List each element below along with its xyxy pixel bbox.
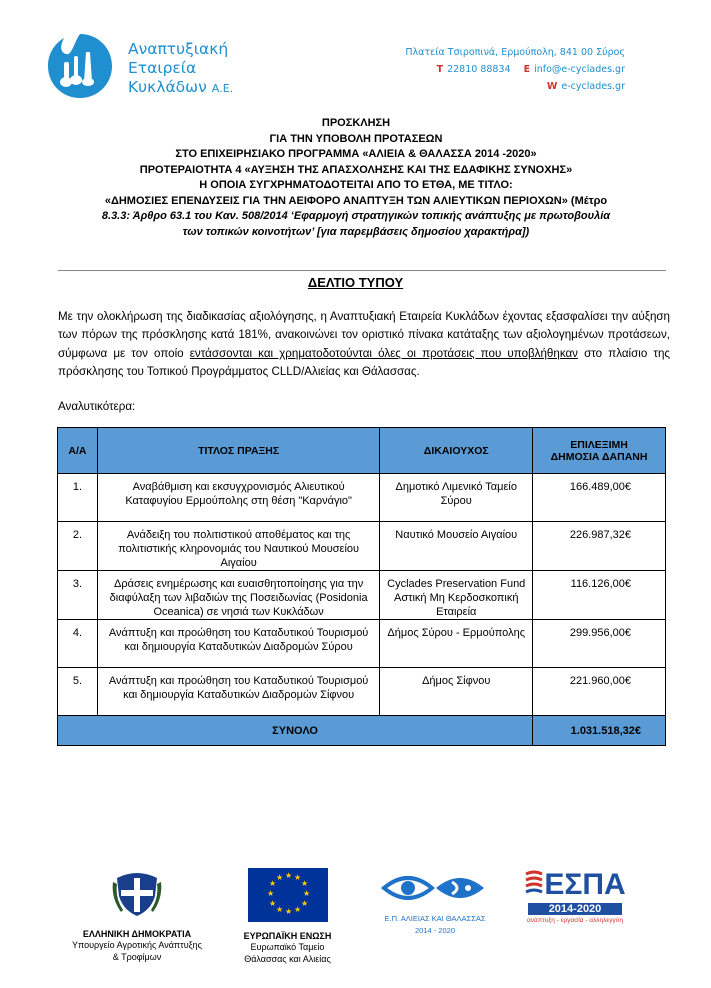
alieia-program-logo xyxy=(375,868,495,937)
cell-title: Ανάπτυξη και προώθηση του Καταδυτικού Τουρισμού και δημιουργία Καταδυτικών Διαδρομών Σύρου xyxy=(97,620,379,668)
fish-eye-logo-icon xyxy=(380,868,490,908)
cell-num: 2. xyxy=(58,522,98,571)
cell-num: 4. xyxy=(58,620,98,668)
svg-text:★: ★ xyxy=(293,905,301,914)
svg-text:★: ★ xyxy=(284,907,292,916)
phone-label: T xyxy=(436,64,444,75)
col-header-amount-line2: ΔΗΜΟΣΙΑ ΔΑΠΑΝΗ xyxy=(550,450,648,463)
email-link[interactable]: info@e-cyclades.gr xyxy=(534,64,625,75)
svg-text:★: ★ xyxy=(268,879,276,888)
eu-title: ΕΥΡΩΠΑΪΚΗ ΕΝΩΣΗ xyxy=(243,931,332,941)
company-name-suffix: Α.Ε. xyxy=(211,82,234,95)
cell-amount: 221.960,00€ xyxy=(533,668,666,716)
eu-sub2: Θάλασσας και Αλιείας xyxy=(244,954,331,964)
table-row xyxy=(58,522,666,571)
alieia-years: 2014 - 2020 xyxy=(414,926,456,935)
contact-address: Πλατεία Τσιροπινά, Ερμούπολη, 841 00 Σύρος xyxy=(405,47,625,58)
title-line3: ΣΤΟ ΕΠΙΧΕΙΡΗΣΙΑΚΟ ΠΡΟΓΡΑΜΜΑ «ΑΛΙΕΙΑ & ΘΑΛΑΣΣΑ 2014 -2020» xyxy=(175,148,537,160)
company-name-line1: Αναπτυξιακή xyxy=(128,40,229,58)
svg-text:★: ★ xyxy=(302,889,310,898)
col-header-amount xyxy=(533,428,666,474)
body-underlined: εντάσσονται και χρηματοδοτούνται όλες οι προτάσεις που υποβλήθηκαν xyxy=(189,346,578,360)
contact-web xyxy=(405,78,625,95)
total-label: ΣΥΝΟΛΟ xyxy=(58,716,533,746)
company-name-line2: Εταιρεία xyxy=(128,59,197,77)
svg-text:★: ★ xyxy=(293,873,301,882)
cell-title: Δράσεις ενημέρωσης και ευαισθητοποίησης για την διαφύλαξη των λιβαδιών της Ποσειδωνίας (Posidonia Oceanica) σε νησιά των Κυκλάδων xyxy=(97,571,379,620)
table-header-row xyxy=(58,428,666,474)
title-line5: Η ΟΠΟΙΑ ΣΥΓΧΡΗΜΑΤΟΔΟΤΕΙΤΑΙ ΑΠΟ ΤΟ ΕΤΘΑ, ΜΕ ΤΙΤΛΟ: xyxy=(199,179,513,191)
cell-num: 1. xyxy=(58,474,98,522)
cell-beneficiary: Ναυτικό Μουσείο Αιγαίου xyxy=(380,522,533,571)
title-line7: 8.3.3: Άρθρο 63.1 του Καν. 508/2014 ‘Εφαρμογή στρατηγικών τοπικής ανάπτυξης με πρωτοβουλία xyxy=(101,210,611,222)
cell-title: Ανάδειξη του πολιτιστικού αποθέματος και της πολιτιστικής κληρονομιάς του Ναυτικού Μουσείου Αιγαίου xyxy=(97,522,379,571)
greece-title: ΕΛΛΗΝΙΚΗ ΔΗΜΟΚΡΑΤΙΑ xyxy=(82,929,192,939)
press-body xyxy=(58,308,670,382)
col-header-title: ΤΙΤΛΟΣ ΠΡΑΞΗΣ xyxy=(97,428,379,474)
cell-amount: 116.126,00€ xyxy=(533,571,666,620)
company-logo-icon xyxy=(46,32,114,100)
cell-num: 5. xyxy=(58,668,98,716)
total-value: 1.031.518,32€ xyxy=(533,716,666,746)
alieia-caption: Ε.Π. ΑΛΙΕΙΑΣ ΚΑΙ ΘΑΛΑΣΣΑΣ xyxy=(384,914,486,923)
detail-label: Αναλυτικότερα: xyxy=(58,400,136,413)
espa-flag-stripes-icon xyxy=(524,870,544,900)
cell-amount: 226.987,32€ xyxy=(533,522,666,571)
table-row xyxy=(58,620,666,668)
title-line2: ΓΙΑ ΤΗΝ ΥΠΟΒΟΛΗ ΠΡΟΤΑΣΕΩΝ xyxy=(269,132,443,145)
svg-text:★: ★ xyxy=(268,899,276,908)
cell-beneficiary: Cyclades Preservation Fund Αστική Μη Κερδοσκοπική Εταιρεία xyxy=(380,571,533,620)
espa-title: ΕΣΠΑ xyxy=(544,868,626,901)
table-total-row xyxy=(58,716,666,746)
title-line4: ΠΡΟΤΕΡΑΙΟΤΗΤΑ 4 «ΑΥΞΗΣΗ ΤΗΣ ΑΠΑΣΧΟΛΗΣΗΣ ΚΑΙ ΤΗΣ ΕΔΑΦΙΚΗΣ ΣΥΝΟΧΗΣ» xyxy=(139,163,573,176)
cell-beneficiary: Δημοτικό Λιμενικό Ταμείο Σύρου xyxy=(380,474,533,522)
table-row xyxy=(58,474,666,522)
svg-text:★: ★ xyxy=(275,873,283,882)
contact-phone-email xyxy=(405,61,625,78)
col-header-amount-line1: ΕΠΙΛΕΞΙΜΗ xyxy=(570,438,628,451)
svg-text:★: ★ xyxy=(266,889,274,898)
body-part2: στο πλαίσιο της πρόσκλησης του Τοπικού Προγράμματος CLLD/Αλιείας και Θάλασσας. xyxy=(58,346,670,379)
eu-sub1: Ευρωπαϊκό Ταμείο xyxy=(250,942,325,952)
greek-republic-logo xyxy=(62,868,212,963)
email-label: E xyxy=(523,64,531,75)
company-name xyxy=(128,40,233,98)
table-row xyxy=(58,668,666,716)
col-header-beneficiary: ΔΙΚΑΙΟΥΧΟΣ xyxy=(380,428,533,474)
greece-sub2: & Τροφίμων xyxy=(112,952,162,962)
svg-text:★: ★ xyxy=(300,899,308,908)
greece-sub1: Υπουργείο Αγροτικής Ανάπτυξης xyxy=(72,940,202,950)
web-link[interactable]: e-cyclades.gr xyxy=(561,81,625,92)
table-row xyxy=(58,571,666,620)
cell-amount: 299.956,00€ xyxy=(533,620,666,668)
projects-table xyxy=(57,427,666,746)
eu-logo xyxy=(220,868,355,965)
title-line1: ΠΡΟΣΚΛΗΣΗ xyxy=(321,117,391,129)
company-logo xyxy=(46,32,246,102)
cell-title: Ανάπτυξη και προώθηση του Καταδυτικού Τουρισμού και δημιουργία Καταδυτικών Διαδρομών Σίφνου xyxy=(97,668,379,716)
call-title xyxy=(46,116,666,240)
svg-text:★: ★ xyxy=(284,871,292,880)
espa-slogan: ανάπτυξη - εργασία - αλληλεγγύη xyxy=(527,917,623,924)
espa-years: 2014-2020 xyxy=(528,903,622,915)
cell-num: 3. xyxy=(58,571,98,620)
company-name-line3: Κυκλάδων xyxy=(128,78,207,96)
cell-beneficiary: Δήμος Σίφνου xyxy=(380,668,533,716)
phone-number: 22810 88834 xyxy=(447,64,511,75)
cell-amount: 166.489,00€ xyxy=(533,474,666,522)
cell-title: Αναβάθμιση και εκσυγχρονισμός Αλιευτικού Καταφυγίου Ερμούπολης στη θέση "Καρνάγιο" xyxy=(97,474,379,522)
title-line8: των τοπικών κοινοτήτων’ [για παρεμβάσεις δημοσίου χαρακτήρα]) xyxy=(182,225,530,238)
press-release-heading: ΔΕΛΤΙΟ ΤΥΠΟΥ xyxy=(307,275,404,290)
divider xyxy=(58,270,666,271)
body-part1: Με την ολοκλήρωση της διαδικασίας αξιολόγησης, η Αναπτυξιακή Εταιρεία Κυκλάδων έχοντας εξασφαλίσει την αύξηση των πόρων της πρόσκλησης κατά 181%, ανακοινώνει τον οριστικό πίνακα κατάταξης των αξιολογημένων προτάσεων, σύμφωνα με τον οποίο xyxy=(58,310,670,360)
svg-text:★: ★ xyxy=(275,905,283,914)
col-header-num: Α/Α xyxy=(58,428,98,474)
cell-beneficiary: Δήμος Σύρου - Ερμούπολης xyxy=(380,620,533,668)
web-label: W xyxy=(546,81,558,92)
svg-text:★: ★ xyxy=(300,879,308,888)
greek-coat-of-arms-icon xyxy=(111,868,163,920)
title-line6: «ΔΗΜΟΣΙΕΣ ΕΠΕΝΔΥΣΕΙΣ ΓΙΑ ΤΗΝ ΑΕΙΦΟΡΟ ΑΝΑΠΤΥΞΗ ΤΩΝ ΑΛΙΕΥΤΙΚΩΝ ΠΕΡΙΟΧΩΝ» (Μέτρο xyxy=(104,194,608,207)
contact-info xyxy=(405,44,625,95)
eu-flag-icon xyxy=(248,868,328,922)
espa-logo xyxy=(520,868,630,927)
